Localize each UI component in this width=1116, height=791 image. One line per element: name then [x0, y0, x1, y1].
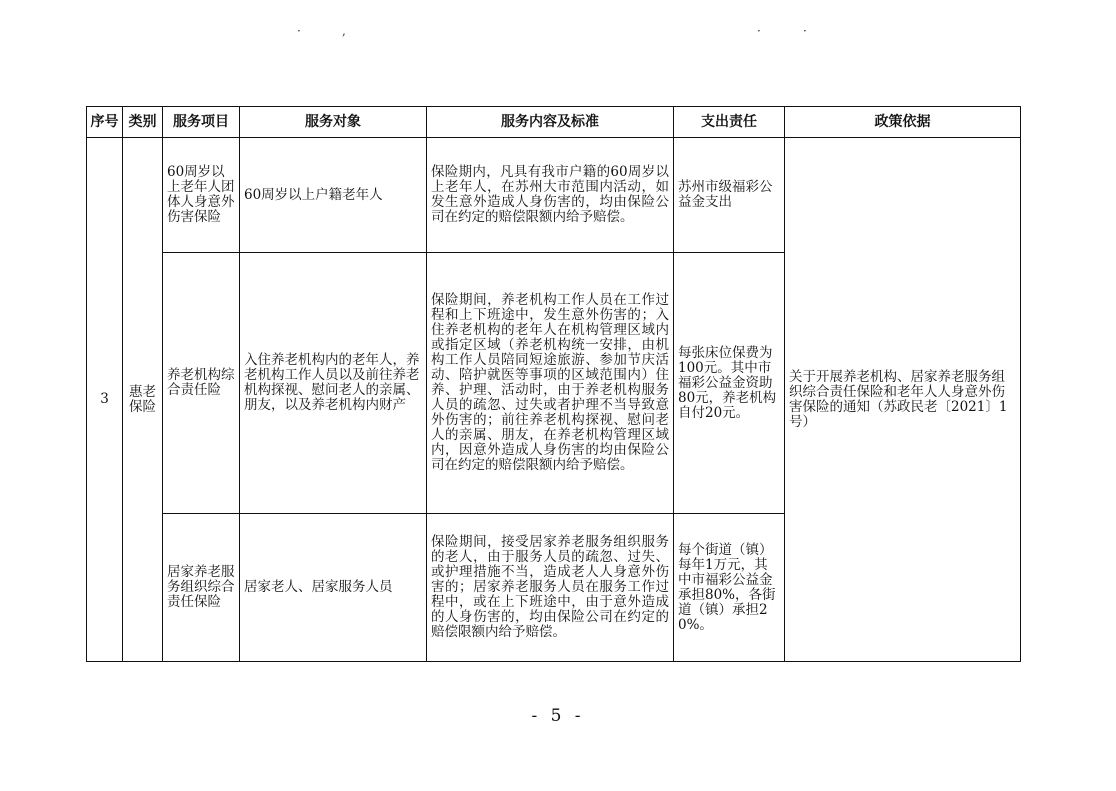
header-service-item: 服务项目	[163, 107, 240, 138]
table-header-row	[87, 107, 1021, 138]
scan-artifacts: · , · ·	[297, 24, 807, 38]
row-category: 惠老保险	[123, 138, 163, 662]
policy-basis: 关于开展养老机构、居家养老服务组织综合责任保险和老年人人身意外伤害保险的通知（苏政民老〔2021〕1号）	[785, 138, 1021, 662]
table-row	[87, 138, 1021, 253]
service-item: 养老机构综合责任险	[163, 253, 240, 514]
header-service-target: 服务对象	[240, 107, 427, 138]
page-number: - 5 -	[531, 706, 585, 726]
service-target: 入住养老机构内的老年人，养老机构工作人员以及前往养老机构探视、慰问老人的亲属、朋友，以及养老机构内财产	[240, 253, 427, 514]
header-service-content: 服务内容及标准	[427, 107, 674, 138]
service-content: 保险期间，养老机构工作人员在工作过程和上下班途中，发生意外伤害的；入住养老机构的老年人在机构管理区域内或指定区域（养老机构统一安排，由机构工作人员陪同短途旅游、参加节庆活动、陪护就医等事项的区域范围内）住养、护理、活动时，由于养老机构服务人员的疏忽、过失或者护理不当导致意外伤害的；前往养老机构探视、慰问老人的亲属、朋友，在养老机构管理区域内，因意外造成人身伤害的均由保险公司在约定的赔偿限额内给予赔偿。	[427, 253, 674, 514]
row-number: 3	[87, 138, 123, 662]
service-table	[86, 106, 1021, 662]
service-content: 保险期内，凡具有我市户籍的60周岁以上老年人，在苏州大市范围内活动，如发生意外造成人身伤害的，均由保险公司在约定的赔偿限额内给予赔偿。	[427, 138, 674, 253]
service-item: 居家养老服务组织综合责任保险	[163, 514, 240, 662]
service-target: 60周岁以上户籍老年人	[240, 138, 427, 253]
expense-responsibility: 苏州市级福彩公益金支出	[674, 138, 785, 253]
expense-responsibility: 每张床位保费为100元。其中市福彩公益金资助80元，养老机构自付20元。	[674, 253, 785, 514]
service-content: 保险期间，接受居家养老服务组织服务的老人，由于服务人员的疏忽、过失、或护理措施不当，造成老人人身意外伤害的；居家养老服务人员在服务工作过程中，或在上下班途中，由于意外造成的人身伤害的，均由保险公司在约定的赔偿限额内给予赔偿。	[427, 514, 674, 662]
service-item: 60周岁以上老年人团体人身意外伤害保险	[163, 138, 240, 253]
service-target: 居家老人、居家服务人员	[240, 514, 427, 662]
header-policy-basis: 政策依据	[785, 107, 1021, 138]
header-number: 序号	[87, 107, 123, 138]
header-category: 类别	[123, 107, 163, 138]
header-expense-responsibility: 支出责任	[674, 107, 785, 138]
expense-responsibility: 每个街道（镇）每年1万元，其中市福彩公益金承担80%，各街道（镇）承担20%。	[674, 514, 785, 662]
